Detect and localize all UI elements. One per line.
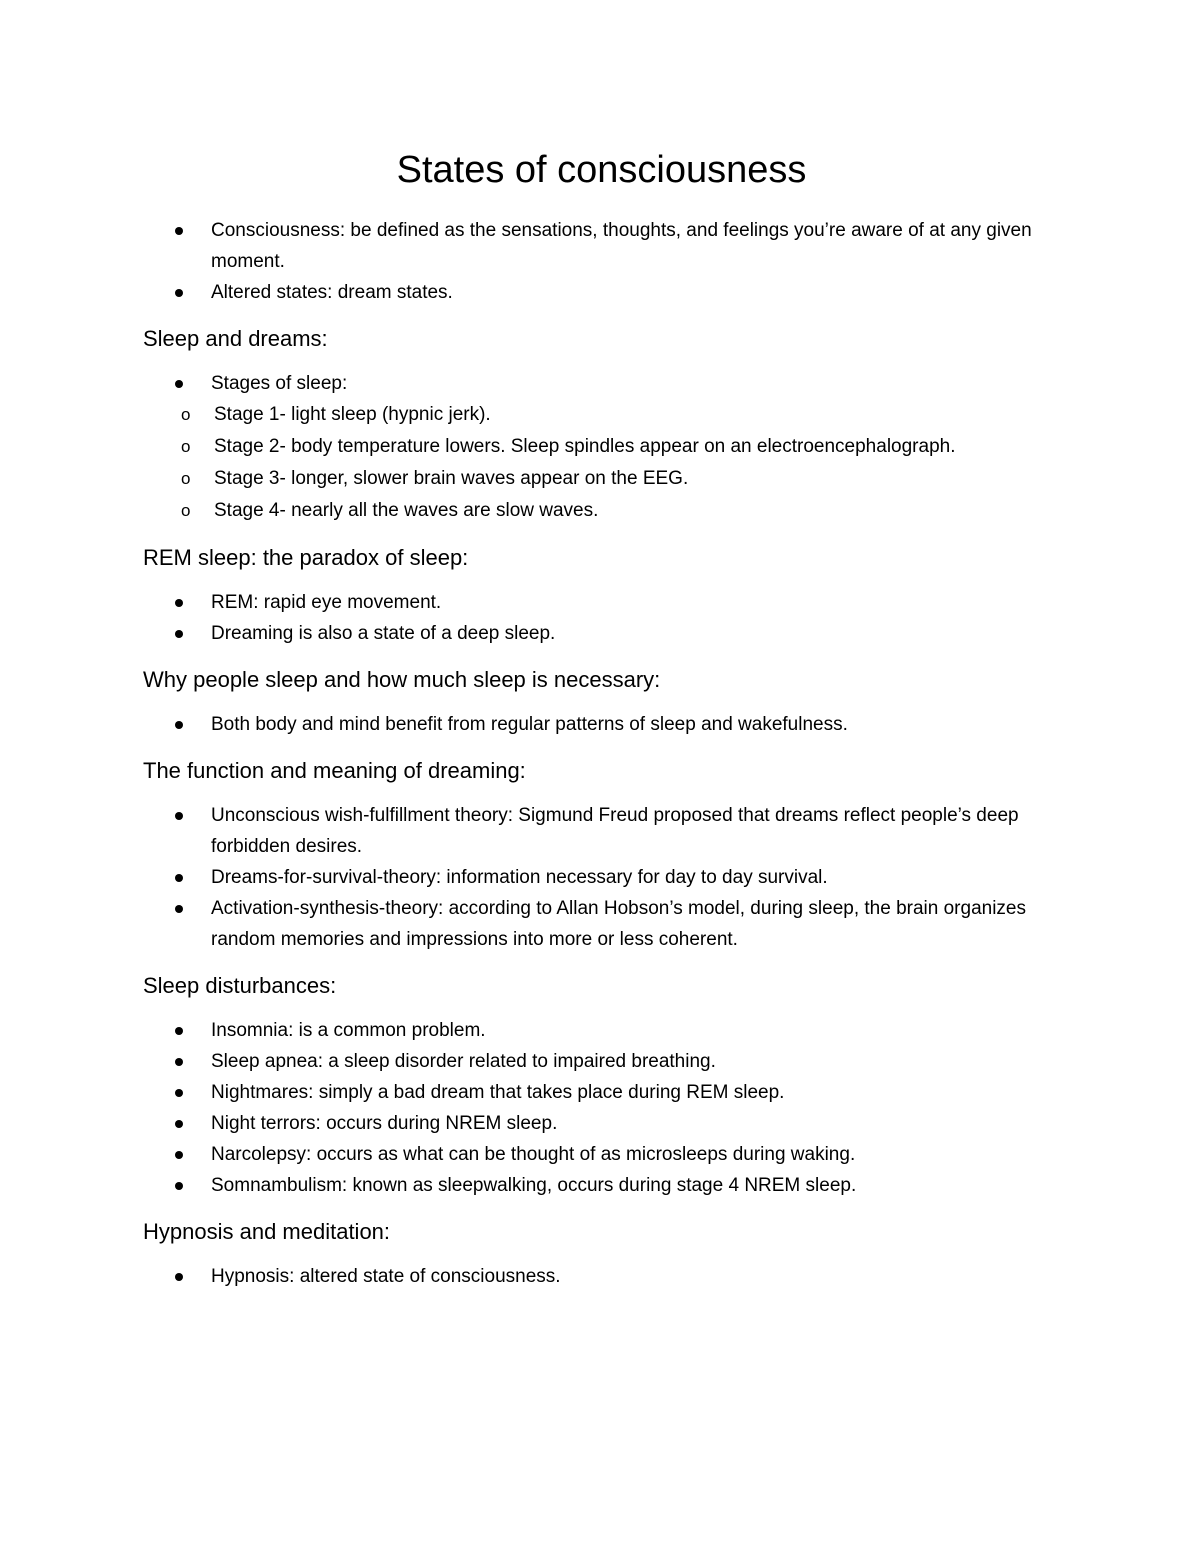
section-heading-disturbances: Sleep disturbances:	[143, 973, 337, 998]
dreaming-list	[143, 800, 1060, 955]
bullet-icon	[175, 812, 183, 820]
circle-bullet-icon: o	[181, 469, 191, 488]
list-item: Unconscious wish-fulfillment theory: Sigmund Freud proposed that dreams reflect people’s deep forbidden desires.	[143, 800, 1060, 862]
list-item: Stages of sleep:	[143, 368, 1060, 399]
section-heading-sleep-dreams: Sleep and dreams:	[143, 326, 328, 351]
list-item: Nightmares: simply a bad dream that takes place during REM sleep.	[143, 1077, 1060, 1108]
bullet-icon	[175, 905, 183, 913]
stages-list	[143, 399, 1060, 527]
intro-list	[143, 215, 1060, 308]
bullet-icon	[175, 1058, 183, 1066]
bullet-icon	[175, 227, 183, 235]
bullet-icon	[175, 874, 183, 882]
why-sleep-list	[143, 709, 1060, 740]
list-item: o Stage 2- body temperature lowers. Sleep spindles appear on an electroencephalograph.	[143, 431, 1060, 463]
bullet-icon	[175, 721, 183, 729]
bullet-icon	[175, 289, 183, 297]
list-item: Dreams-for-survival-theory: information necessary for day to day survival.	[143, 862, 1060, 893]
circle-bullet-icon: o	[181, 501, 191, 520]
bullet-icon	[175, 1027, 183, 1035]
sleep-dreams-list	[143, 368, 1060, 399]
list-item: Sleep apnea: a sleep disorder related to impaired breathing.	[143, 1046, 1060, 1077]
hypnosis-list	[143, 1261, 1060, 1292]
list-item: o Stage 3- longer, slower brain waves appear on the EEG.	[143, 463, 1060, 495]
disturbances-list	[143, 1015, 1060, 1201]
bullet-icon	[175, 380, 183, 388]
list-item: Night terrors: occurs during NREM sleep.	[143, 1108, 1060, 1139]
bullet-icon	[175, 630, 183, 638]
section-heading-why-sleep: Why people sleep and how much sleep is necessary:	[143, 667, 661, 692]
bullet-icon	[175, 599, 183, 607]
section-heading-dreaming: The function and meaning of dreaming:	[143, 758, 526, 783]
section-heading-hypnosis: Hypnosis and meditation:	[143, 1219, 391, 1244]
list-item: Insomnia: is a common problem.	[143, 1015, 1060, 1046]
list-item: o Stage 1- light sleep (hypnic jerk).	[143, 399, 1060, 431]
list-item: Dreaming is also a state of a deep sleep.	[143, 618, 1060, 649]
list-item: REM: rapid eye movement.	[143, 587, 1060, 618]
list-item: Narcolepsy: occurs as what can be thought of as microsleeps during waking.	[143, 1139, 1060, 1170]
list-item: Both body and mind benefit from regular patterns of sleep and wakefulness.	[143, 709, 1060, 740]
list-item: Hypnosis: altered state of consciousness.	[143, 1261, 1060, 1292]
list-item: Altered states: dream states.	[143, 277, 1060, 308]
bullet-icon	[175, 1273, 183, 1281]
list-item: Activation-synthesis-theory: according to Allan Hobson’s model, during sleep, the brain organizes random memories and impressions into more or less coherent.	[143, 893, 1060, 955]
circle-bullet-icon: o	[181, 437, 191, 456]
bullet-icon	[175, 1182, 183, 1190]
section-heading-rem: REM sleep: the paradox of sleep:	[143, 545, 469, 570]
list-item: Somnambulism: known as sleepwalking, occurs during stage 4 NREM sleep.	[143, 1170, 1060, 1201]
circle-bullet-icon: o	[181, 405, 191, 424]
document-title: States of consciousness	[396, 149, 807, 191]
list-item: o Stage 4- nearly all the waves are slow waves.	[143, 495, 1060, 527]
list-item: Consciousness: be defined as the sensations, thoughts, and feelings you’re aware of at any given moment.	[143, 215, 1060, 277]
bullet-icon	[175, 1120, 183, 1128]
rem-list	[143, 587, 1060, 649]
bullet-icon	[175, 1089, 183, 1097]
bullet-icon	[175, 1151, 183, 1159]
